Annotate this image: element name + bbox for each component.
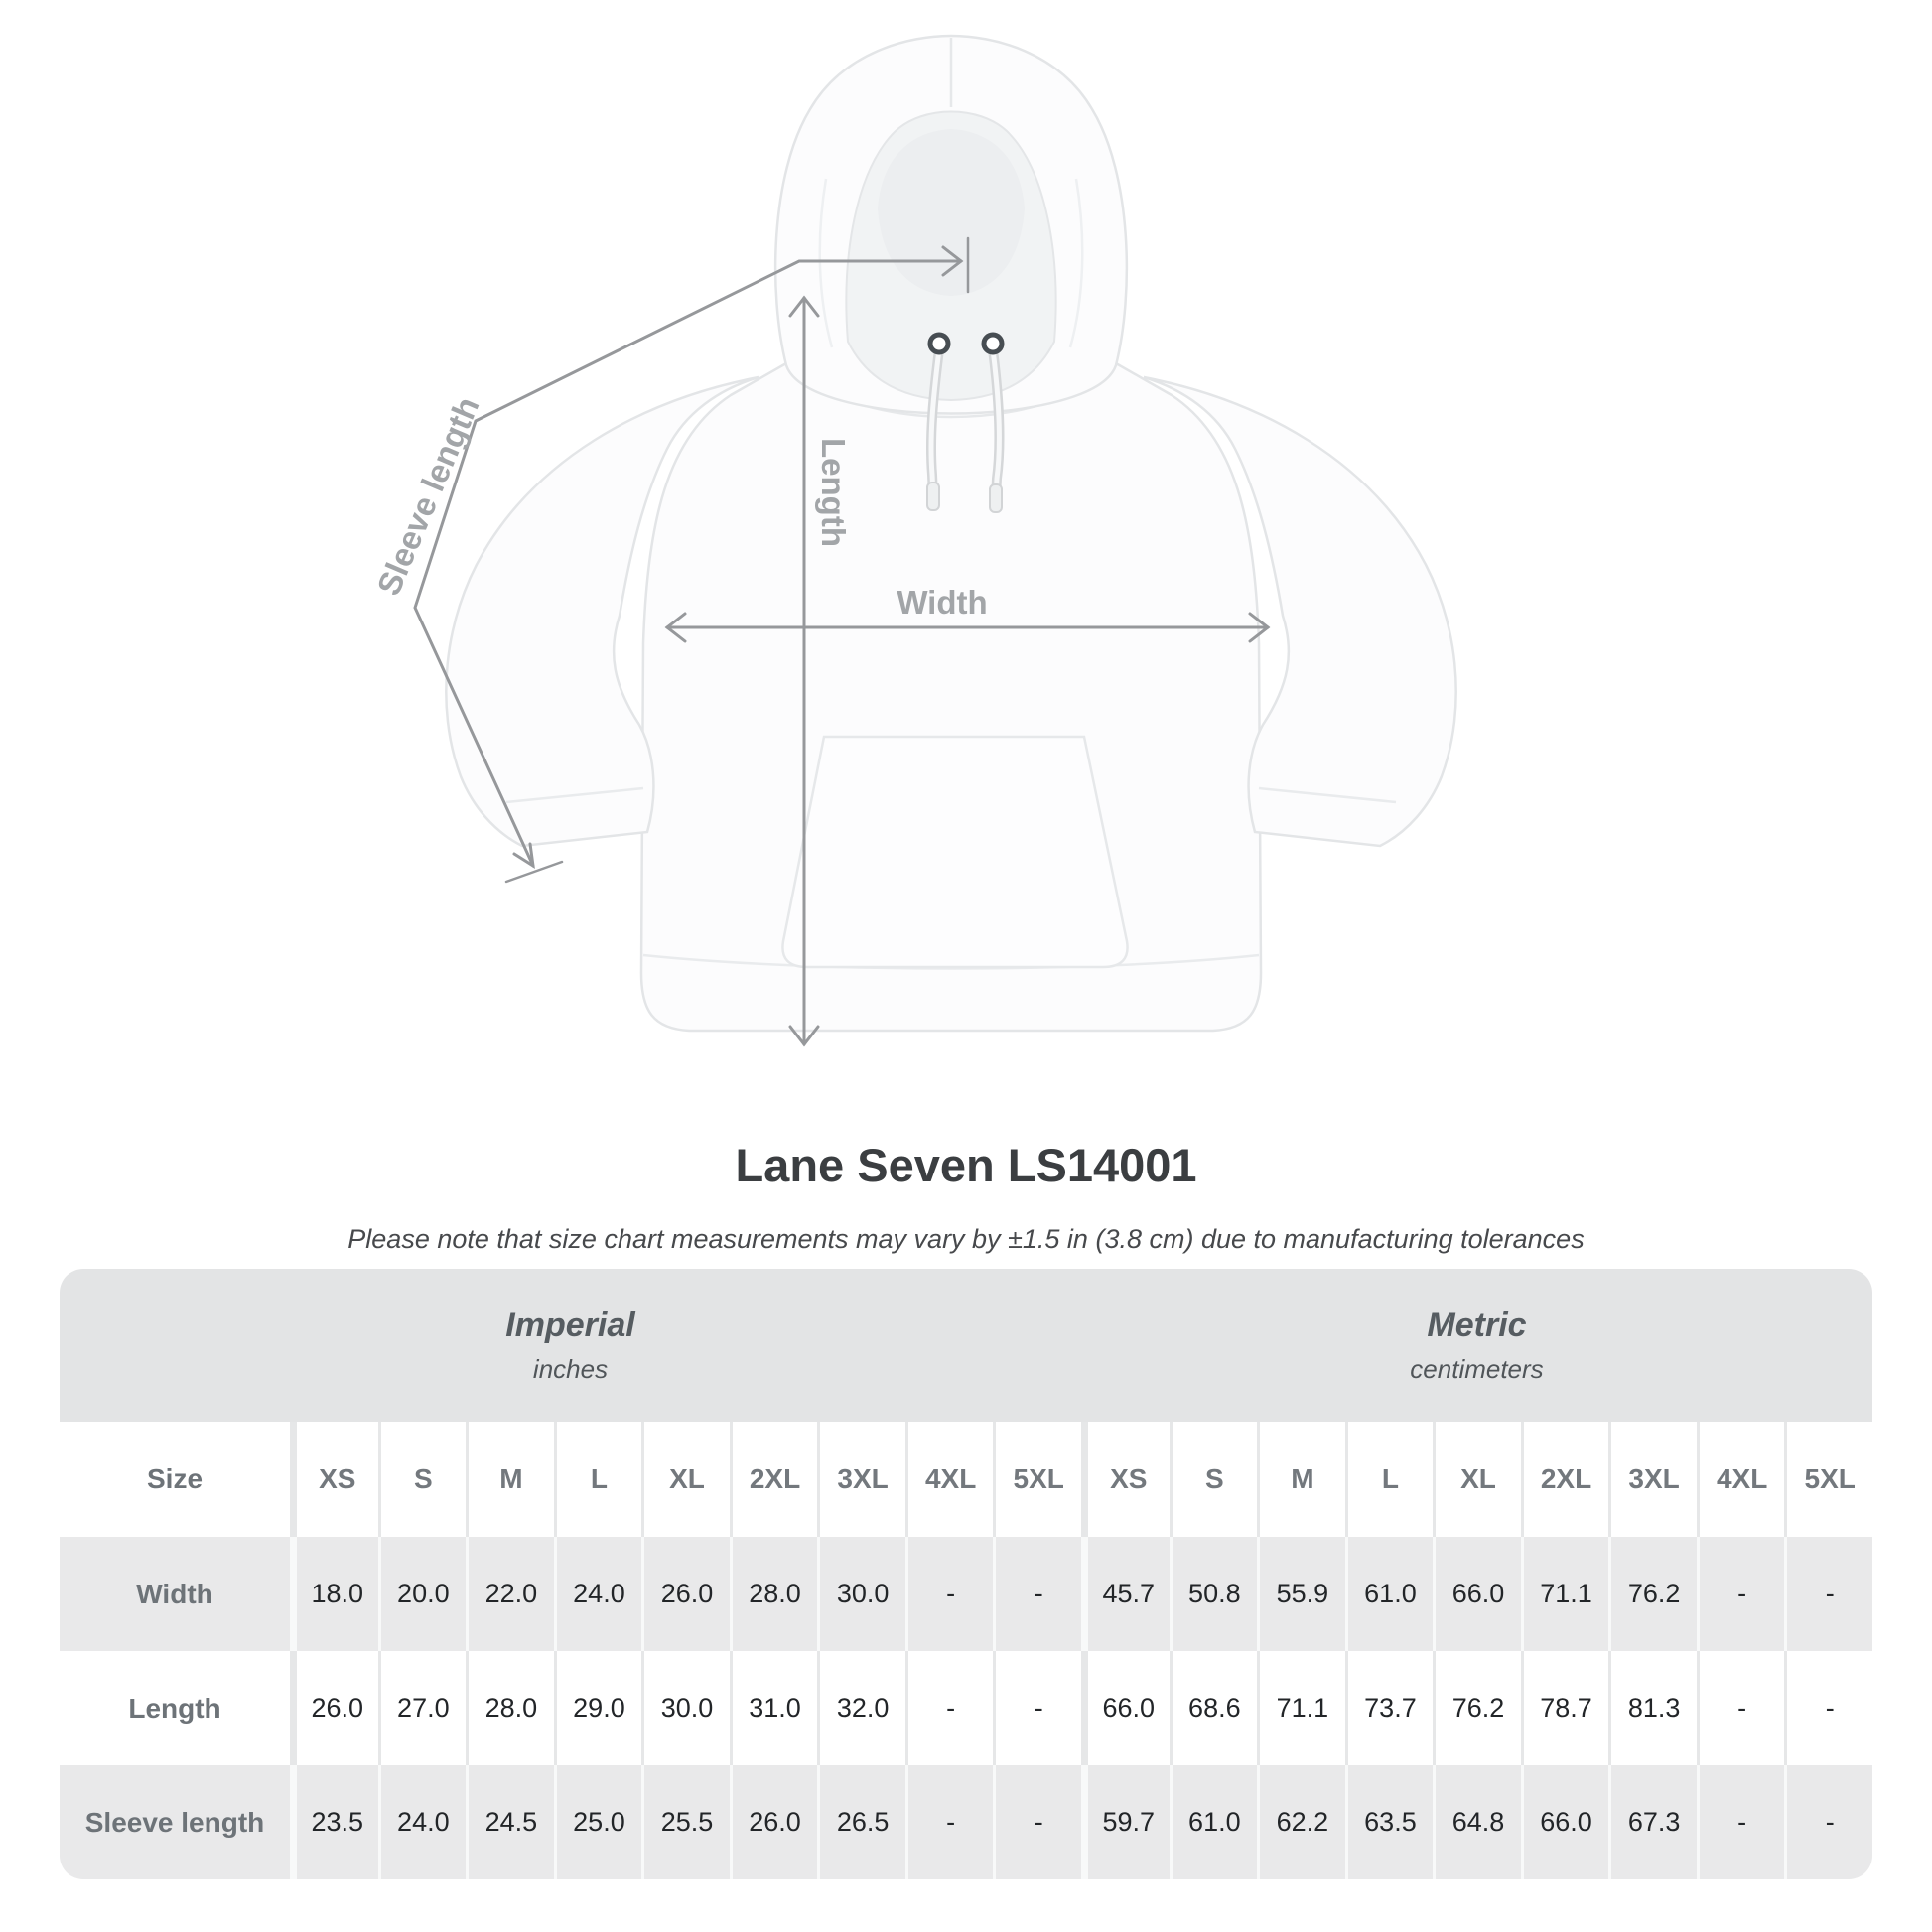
- size-header-imperial-s: S: [378, 1422, 467, 1537]
- value-cell: -: [1697, 1651, 1785, 1765]
- size-header-imperial-2xl: 2XL: [730, 1422, 818, 1537]
- value-cell: 24.0: [378, 1765, 467, 1879]
- value-cell: 66.0: [1081, 1651, 1170, 1765]
- value-cell: 22.0: [466, 1537, 554, 1651]
- right-eyelet: [984, 335, 1002, 352]
- length-label: Length: [815, 438, 852, 547]
- size-header-imperial-m: M: [466, 1422, 554, 1537]
- size-header-metric-2xl: 2XL: [1521, 1422, 1609, 1537]
- value-cell: 28.0: [730, 1537, 818, 1651]
- unit-group-metric: [1081, 1269, 1872, 1422]
- value-cell: 26.0: [641, 1537, 730, 1651]
- value-cell: 81.3: [1608, 1651, 1697, 1765]
- value-cell: 26.0: [730, 1765, 818, 1879]
- row-label: Length: [128, 1692, 221, 1724]
- metric-heading: Metric: [1427, 1306, 1527, 1344]
- unit-group-imperial: [60, 1269, 1081, 1422]
- value-cell: 24.0: [554, 1537, 642, 1651]
- measurement-row-sleeve-length: [60, 1765, 1872, 1879]
- size-column-header: Size: [146, 1463, 204, 1494]
- size-header-metric-5xl: 5XL: [1784, 1422, 1872, 1537]
- value-cell: -: [993, 1537, 1081, 1651]
- value-cell: 67.3: [1608, 1765, 1697, 1879]
- imperial-heading: Imperial: [505, 1306, 635, 1344]
- size-header-imperial-5xl: 5XL: [993, 1422, 1081, 1537]
- size-header-metric-3xl: 3XL: [1608, 1422, 1697, 1537]
- value-cell: 73.7: [1345, 1651, 1434, 1765]
- value-cell: 26.0: [290, 1651, 378, 1765]
- value-cell: 31.0: [730, 1651, 818, 1765]
- size-header-imperial-3xl: 3XL: [817, 1422, 905, 1537]
- size-grid: [60, 1422, 1872, 1879]
- value-cell: 76.2: [1608, 1537, 1697, 1651]
- metric-subheading: centimeters: [1410, 1353, 1544, 1384]
- value-cell: -: [1697, 1765, 1785, 1879]
- value-cell: 62.2: [1257, 1765, 1345, 1879]
- value-cell: 29.0: [554, 1651, 642, 1765]
- size-header-metric-s: S: [1170, 1422, 1258, 1537]
- value-cell: 61.0: [1345, 1537, 1434, 1651]
- value-cell: 27.0: [378, 1651, 467, 1765]
- tolerance-disclaimer: Please note that size chart measurements may vary by ±1.5 in (3.8 cm) due to manufacturing tolerances: [347, 1224, 1585, 1254]
- value-cell: 24.5: [466, 1765, 554, 1879]
- value-cell: 64.8: [1433, 1765, 1521, 1879]
- measurement-row-width: [60, 1537, 1872, 1651]
- value-cell: 32.0: [817, 1651, 905, 1765]
- value-cell: 26.5: [817, 1765, 905, 1879]
- imperial-subheading: inches: [532, 1353, 609, 1384]
- value-cell: 50.8: [1170, 1537, 1258, 1651]
- value-cell: -: [905, 1537, 994, 1651]
- value-cell: 61.0: [1170, 1765, 1258, 1879]
- value-cell: 23.5: [290, 1765, 378, 1879]
- value-cell: 68.6: [1170, 1651, 1258, 1765]
- value-cell: -: [1784, 1765, 1872, 1879]
- size-header-imperial-xl: XL: [641, 1422, 730, 1537]
- value-cell: -: [1784, 1537, 1872, 1651]
- hoodie-pocket: [782, 737, 1127, 967]
- sleeve-length-label: Sleeve length: [369, 391, 486, 601]
- row-label: Width: [136, 1578, 213, 1609]
- size-header-metric-4xl: 4XL: [1697, 1422, 1785, 1537]
- value-cell: 63.5: [1345, 1765, 1434, 1879]
- value-cell: 45.7: [1081, 1537, 1170, 1651]
- value-cell: 25.5: [641, 1765, 730, 1879]
- value-cell: 55.9: [1257, 1537, 1345, 1651]
- size-header-metric-xs: XS: [1081, 1422, 1170, 1537]
- size-header-metric-m: M: [1257, 1422, 1345, 1537]
- left-eyelet: [930, 335, 948, 352]
- value-cell: -: [993, 1765, 1081, 1879]
- size-header-imperial-xs: XS: [290, 1422, 378, 1537]
- value-cell: 25.0: [554, 1765, 642, 1879]
- measurement-row-length: [60, 1651, 1872, 1765]
- size-header-imperial-4xl: 4XL: [905, 1422, 994, 1537]
- value-cell: -: [905, 1765, 994, 1879]
- product-title: Lane Seven LS14001: [735, 1139, 1197, 1191]
- value-cell: -: [1784, 1651, 1872, 1765]
- unit-header-row: [60, 1269, 1872, 1422]
- value-cell: 76.2: [1433, 1651, 1521, 1765]
- value-cell: 30.0: [817, 1537, 905, 1651]
- value-cell: 66.0: [1433, 1537, 1521, 1651]
- row-label: Sleeve length: [84, 1806, 265, 1838]
- size-header-metric-l: L: [1345, 1422, 1434, 1537]
- value-cell: 59.7: [1081, 1765, 1170, 1879]
- value-cell: -: [905, 1651, 994, 1765]
- size-header-metric-xl: XL: [1433, 1422, 1521, 1537]
- value-cell: -: [1697, 1537, 1785, 1651]
- value-cell: 71.1: [1257, 1651, 1345, 1765]
- value-cell: 20.0: [378, 1537, 467, 1651]
- value-cell: -: [993, 1651, 1081, 1765]
- value-cell: 18.0: [290, 1537, 378, 1651]
- hoodie-garment: [446, 36, 1455, 1031]
- size-header-imperial-l: L: [554, 1422, 642, 1537]
- size-chart-table: [60, 1269, 1872, 1879]
- value-cell: 66.0: [1521, 1765, 1609, 1879]
- value-cell: 30.0: [641, 1651, 730, 1765]
- value-cell: 78.7: [1521, 1651, 1609, 1765]
- value-cell: 28.0: [466, 1651, 554, 1765]
- width-label: Width: [897, 584, 988, 621]
- value-cell: 71.1: [1521, 1537, 1609, 1651]
- size-header-row: [60, 1422, 1872, 1537]
